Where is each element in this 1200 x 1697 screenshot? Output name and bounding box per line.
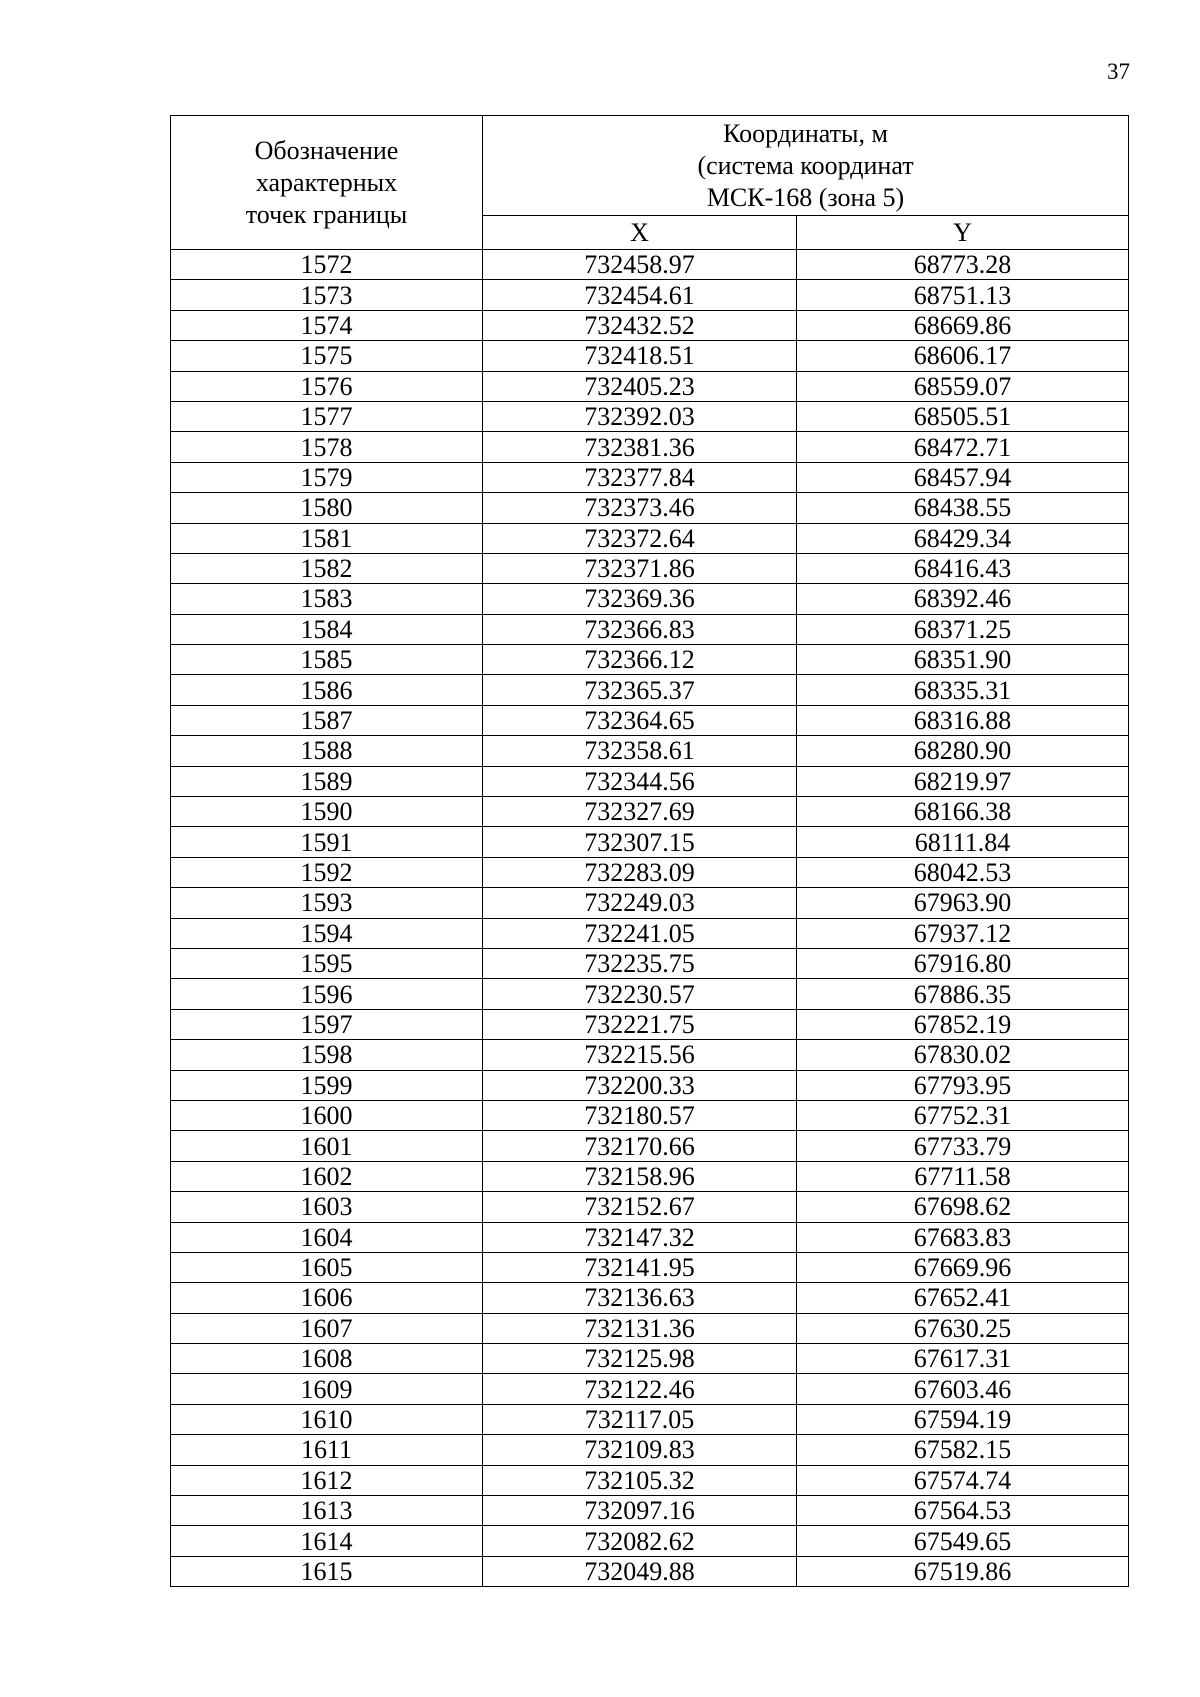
cell-point-id: 1587 <box>171 705 483 735</box>
cell-x: 732131.36 <box>483 1313 797 1343</box>
cell-point-id: 1611 <box>171 1435 483 1465</box>
cell-point-id: 1574 <box>171 310 483 340</box>
cell-y: 68773.28 <box>797 250 1129 280</box>
cell-x: 732136.63 <box>483 1283 797 1313</box>
cell-point-id: 1580 <box>171 493 483 523</box>
cell-point-id: 1586 <box>171 675 483 705</box>
cell-x: 732235.75 <box>483 948 797 978</box>
header-coordinates-line-1: Координаты, м <box>723 118 888 148</box>
cell-point-id: 1609 <box>171 1374 483 1404</box>
table-row <box>171 1192 1129 1222</box>
cell-point-id: 1596 <box>171 979 483 1009</box>
table-row <box>171 675 1129 705</box>
cell-x: 732082.62 <box>483 1526 797 1556</box>
header-point-line-3: точек границы <box>245 199 408 229</box>
cell-point-id: 1577 <box>171 401 483 431</box>
cell-x: 732307.15 <box>483 827 797 857</box>
cell-point-id: 1592 <box>171 857 483 887</box>
cell-x: 732109.83 <box>483 1435 797 1465</box>
header-point-line-1: Обозначение <box>254 135 399 165</box>
table-body <box>171 250 1129 1587</box>
cell-x: 732158.96 <box>483 1161 797 1191</box>
cell-point-id: 1601 <box>171 1131 483 1161</box>
table-header <box>171 116 1129 250</box>
table-row <box>171 918 1129 948</box>
table-row <box>171 1404 1129 1434</box>
cell-point-id: 1589 <box>171 766 483 796</box>
table-row <box>171 1252 1129 1282</box>
cell-y: 68335.31 <box>797 675 1129 705</box>
cell-point-id: 1583 <box>171 584 483 614</box>
header-coordinates <box>483 116 1129 216</box>
cell-y: 68042.53 <box>797 857 1129 887</box>
cell-x: 732221.75 <box>483 1009 797 1039</box>
table-row <box>171 797 1129 827</box>
cell-y: 68472.71 <box>797 432 1129 462</box>
cell-x: 732097.16 <box>483 1496 797 1526</box>
cell-y: 68559.07 <box>797 371 1129 401</box>
table-row <box>171 1283 1129 1313</box>
table-row <box>171 827 1129 857</box>
cell-y: 68669.86 <box>797 310 1129 340</box>
cell-point-id: 1606 <box>171 1283 483 1313</box>
cell-y: 67698.62 <box>797 1192 1129 1222</box>
cell-x: 732432.52 <box>483 310 797 340</box>
table-row <box>171 705 1129 735</box>
cell-point-id: 1599 <box>171 1070 483 1100</box>
cell-point-id: 1610 <box>171 1404 483 1434</box>
cell-y: 67916.80 <box>797 948 1129 978</box>
cell-point-id: 1598 <box>171 1040 483 1070</box>
cell-y: 67549.65 <box>797 1526 1129 1556</box>
cell-y: 67519.86 <box>797 1556 1129 1586</box>
cell-x: 732373.46 <box>483 493 797 523</box>
cell-point-id: 1595 <box>171 948 483 978</box>
cell-y: 67603.46 <box>797 1374 1129 1404</box>
cell-point-id: 1615 <box>171 1556 483 1586</box>
cell-y: 68371.25 <box>797 614 1129 644</box>
cell-point-id: 1573 <box>171 280 483 310</box>
cell-x: 732117.05 <box>483 1404 797 1434</box>
cell-point-id: 1585 <box>171 645 483 675</box>
header-point-line-2: характерных <box>255 167 398 197</box>
cell-point-id: 1612 <box>171 1465 483 1495</box>
cell-y: 68416.43 <box>797 553 1129 583</box>
cell-x: 732141.95 <box>483 1252 797 1282</box>
table-row <box>171 250 1129 280</box>
cell-x: 732147.32 <box>483 1222 797 1252</box>
cell-point-id: 1605 <box>171 1252 483 1282</box>
table-row <box>171 493 1129 523</box>
header-coordinates-line-3: МСК-168 (зона 5) <box>706 182 905 212</box>
table-row <box>171 857 1129 887</box>
cell-x: 732344.56 <box>483 766 797 796</box>
table-row <box>171 432 1129 462</box>
cell-y: 67711.58 <box>797 1161 1129 1191</box>
cell-y: 67963.90 <box>797 888 1129 918</box>
cell-x: 732454.61 <box>483 280 797 310</box>
cell-y: 68111.84 <box>797 827 1129 857</box>
table-row <box>171 401 1129 431</box>
cell-x: 732358.61 <box>483 736 797 766</box>
cell-x: 732152.67 <box>483 1192 797 1222</box>
cell-x: 732365.37 <box>483 675 797 705</box>
cell-point-id: 1593 <box>171 888 483 918</box>
cell-point-id: 1600 <box>171 1100 483 1130</box>
cell-point-id: 1575 <box>171 341 483 371</box>
cell-x: 732371.86 <box>483 553 797 583</box>
cell-y: 68438.55 <box>797 493 1129 523</box>
cell-y: 68166.38 <box>797 797 1129 827</box>
table-row <box>171 614 1129 644</box>
cell-y: 67886.35 <box>797 979 1129 1009</box>
cell-x: 732364.65 <box>483 705 797 735</box>
cell-point-id: 1578 <box>171 432 483 462</box>
table-row <box>171 310 1129 340</box>
cell-point-id: 1581 <box>171 523 483 553</box>
cell-point-id: 1576 <box>171 371 483 401</box>
table-row <box>171 1344 1129 1374</box>
cell-x: 732200.33 <box>483 1070 797 1100</box>
table-row <box>171 1009 1129 1039</box>
cell-y: 68751.13 <box>797 280 1129 310</box>
table-row <box>171 1100 1129 1130</box>
cell-x: 732170.66 <box>483 1131 797 1161</box>
cell-y: 67617.31 <box>797 1344 1129 1374</box>
table-row <box>171 1435 1129 1465</box>
header-point-designation <box>171 116 483 250</box>
cell-point-id: 1613 <box>171 1496 483 1526</box>
cell-x: 732125.98 <box>483 1344 797 1374</box>
table-row <box>171 1070 1129 1100</box>
cell-point-id: 1582 <box>171 553 483 583</box>
cell-y: 67852.19 <box>797 1009 1129 1039</box>
cell-point-id: 1608 <box>171 1344 483 1374</box>
cell-point-id: 1597 <box>171 1009 483 1039</box>
cell-y: 67830.02 <box>797 1040 1129 1070</box>
table-row <box>171 888 1129 918</box>
cell-point-id: 1590 <box>171 797 483 827</box>
cell-point-id: 1591 <box>171 827 483 857</box>
cell-y: 68606.17 <box>797 341 1129 371</box>
cell-y: 67683.83 <box>797 1222 1129 1252</box>
table-row <box>171 1374 1129 1404</box>
cell-x: 732418.51 <box>483 341 797 371</box>
cell-y: 68392.46 <box>797 584 1129 614</box>
cell-y: 68457.94 <box>797 462 1129 492</box>
table-row <box>171 1526 1129 1556</box>
table-row <box>171 280 1129 310</box>
cell-y: 68219.97 <box>797 766 1129 796</box>
cell-x: 732366.83 <box>483 614 797 644</box>
cell-y: 67733.79 <box>797 1131 1129 1161</box>
cell-point-id: 1603 <box>171 1192 483 1222</box>
cell-y: 67630.25 <box>797 1313 1129 1343</box>
table-row <box>171 1222 1129 1252</box>
table-row <box>171 462 1129 492</box>
cell-y: 68505.51 <box>797 401 1129 431</box>
cell-x: 732458.97 <box>483 250 797 280</box>
cell-y: 68351.90 <box>797 645 1129 675</box>
table-row <box>171 979 1129 1009</box>
table-row <box>171 1313 1129 1343</box>
cell-x: 732377.84 <box>483 462 797 492</box>
cell-x: 732392.03 <box>483 401 797 431</box>
cell-x: 732381.36 <box>483 432 797 462</box>
cell-x: 732283.09 <box>483 857 797 887</box>
cell-point-id: 1579 <box>171 462 483 492</box>
cell-x: 732327.69 <box>483 797 797 827</box>
cell-x: 732122.46 <box>483 1374 797 1404</box>
table-row <box>171 766 1129 796</box>
cell-x: 732049.88 <box>483 1556 797 1586</box>
cell-y: 68280.90 <box>797 736 1129 766</box>
table-row <box>171 948 1129 978</box>
table-row <box>171 553 1129 583</box>
cell-x: 732241.05 <box>483 918 797 948</box>
cell-y: 67582.15 <box>797 1435 1129 1465</box>
cell-y: 67594.19 <box>797 1404 1129 1434</box>
table-row <box>171 1040 1129 1070</box>
cell-x: 732230.57 <box>483 979 797 1009</box>
table-row <box>171 1161 1129 1191</box>
cell-y: 67574.74 <box>797 1465 1129 1495</box>
cell-point-id: 1572 <box>171 250 483 280</box>
table-row <box>171 645 1129 675</box>
page-number: 37 <box>1107 59 1130 84</box>
table-row <box>171 1496 1129 1526</box>
cell-x: 732405.23 <box>483 371 797 401</box>
cell-point-id: 1607 <box>171 1313 483 1343</box>
cell-x: 732180.57 <box>483 1100 797 1130</box>
cell-point-id: 1584 <box>171 614 483 644</box>
table-row <box>171 1556 1129 1586</box>
cell-x: 732105.32 <box>483 1465 797 1495</box>
cell-x: 732369.36 <box>483 584 797 614</box>
table-row <box>171 523 1129 553</box>
header-coordinates-line-2: (система координат <box>697 150 914 180</box>
cell-y: 67652.41 <box>797 1283 1129 1313</box>
cell-y: 68316.88 <box>797 705 1129 735</box>
table-row <box>171 1465 1129 1495</box>
cell-point-id: 1604 <box>171 1222 483 1252</box>
cell-y: 67937.12 <box>797 918 1129 948</box>
cell-y: 67752.31 <box>797 1100 1129 1130</box>
cell-point-id: 1602 <box>171 1161 483 1191</box>
table-row <box>171 736 1129 766</box>
header-x: X <box>483 216 797 250</box>
cell-x: 732215.56 <box>483 1040 797 1070</box>
cell-point-id: 1594 <box>171 918 483 948</box>
cell-y: 67669.96 <box>797 1252 1129 1282</box>
table-row <box>171 1131 1129 1161</box>
cell-point-id: 1588 <box>171 736 483 766</box>
coordinates-table <box>170 115 1129 1587</box>
cell-x: 732372.64 <box>483 523 797 553</box>
cell-point-id: 1614 <box>171 1526 483 1556</box>
table-row <box>171 341 1129 371</box>
cell-y: 67793.95 <box>797 1070 1129 1100</box>
cell-x: 732249.03 <box>483 888 797 918</box>
table-row <box>171 371 1129 401</box>
table-row <box>171 584 1129 614</box>
cell-y: 67564.53 <box>797 1496 1129 1526</box>
header-y: Y <box>797 216 1129 250</box>
cell-x: 732366.12 <box>483 645 797 675</box>
cell-y: 68429.34 <box>797 523 1129 553</box>
